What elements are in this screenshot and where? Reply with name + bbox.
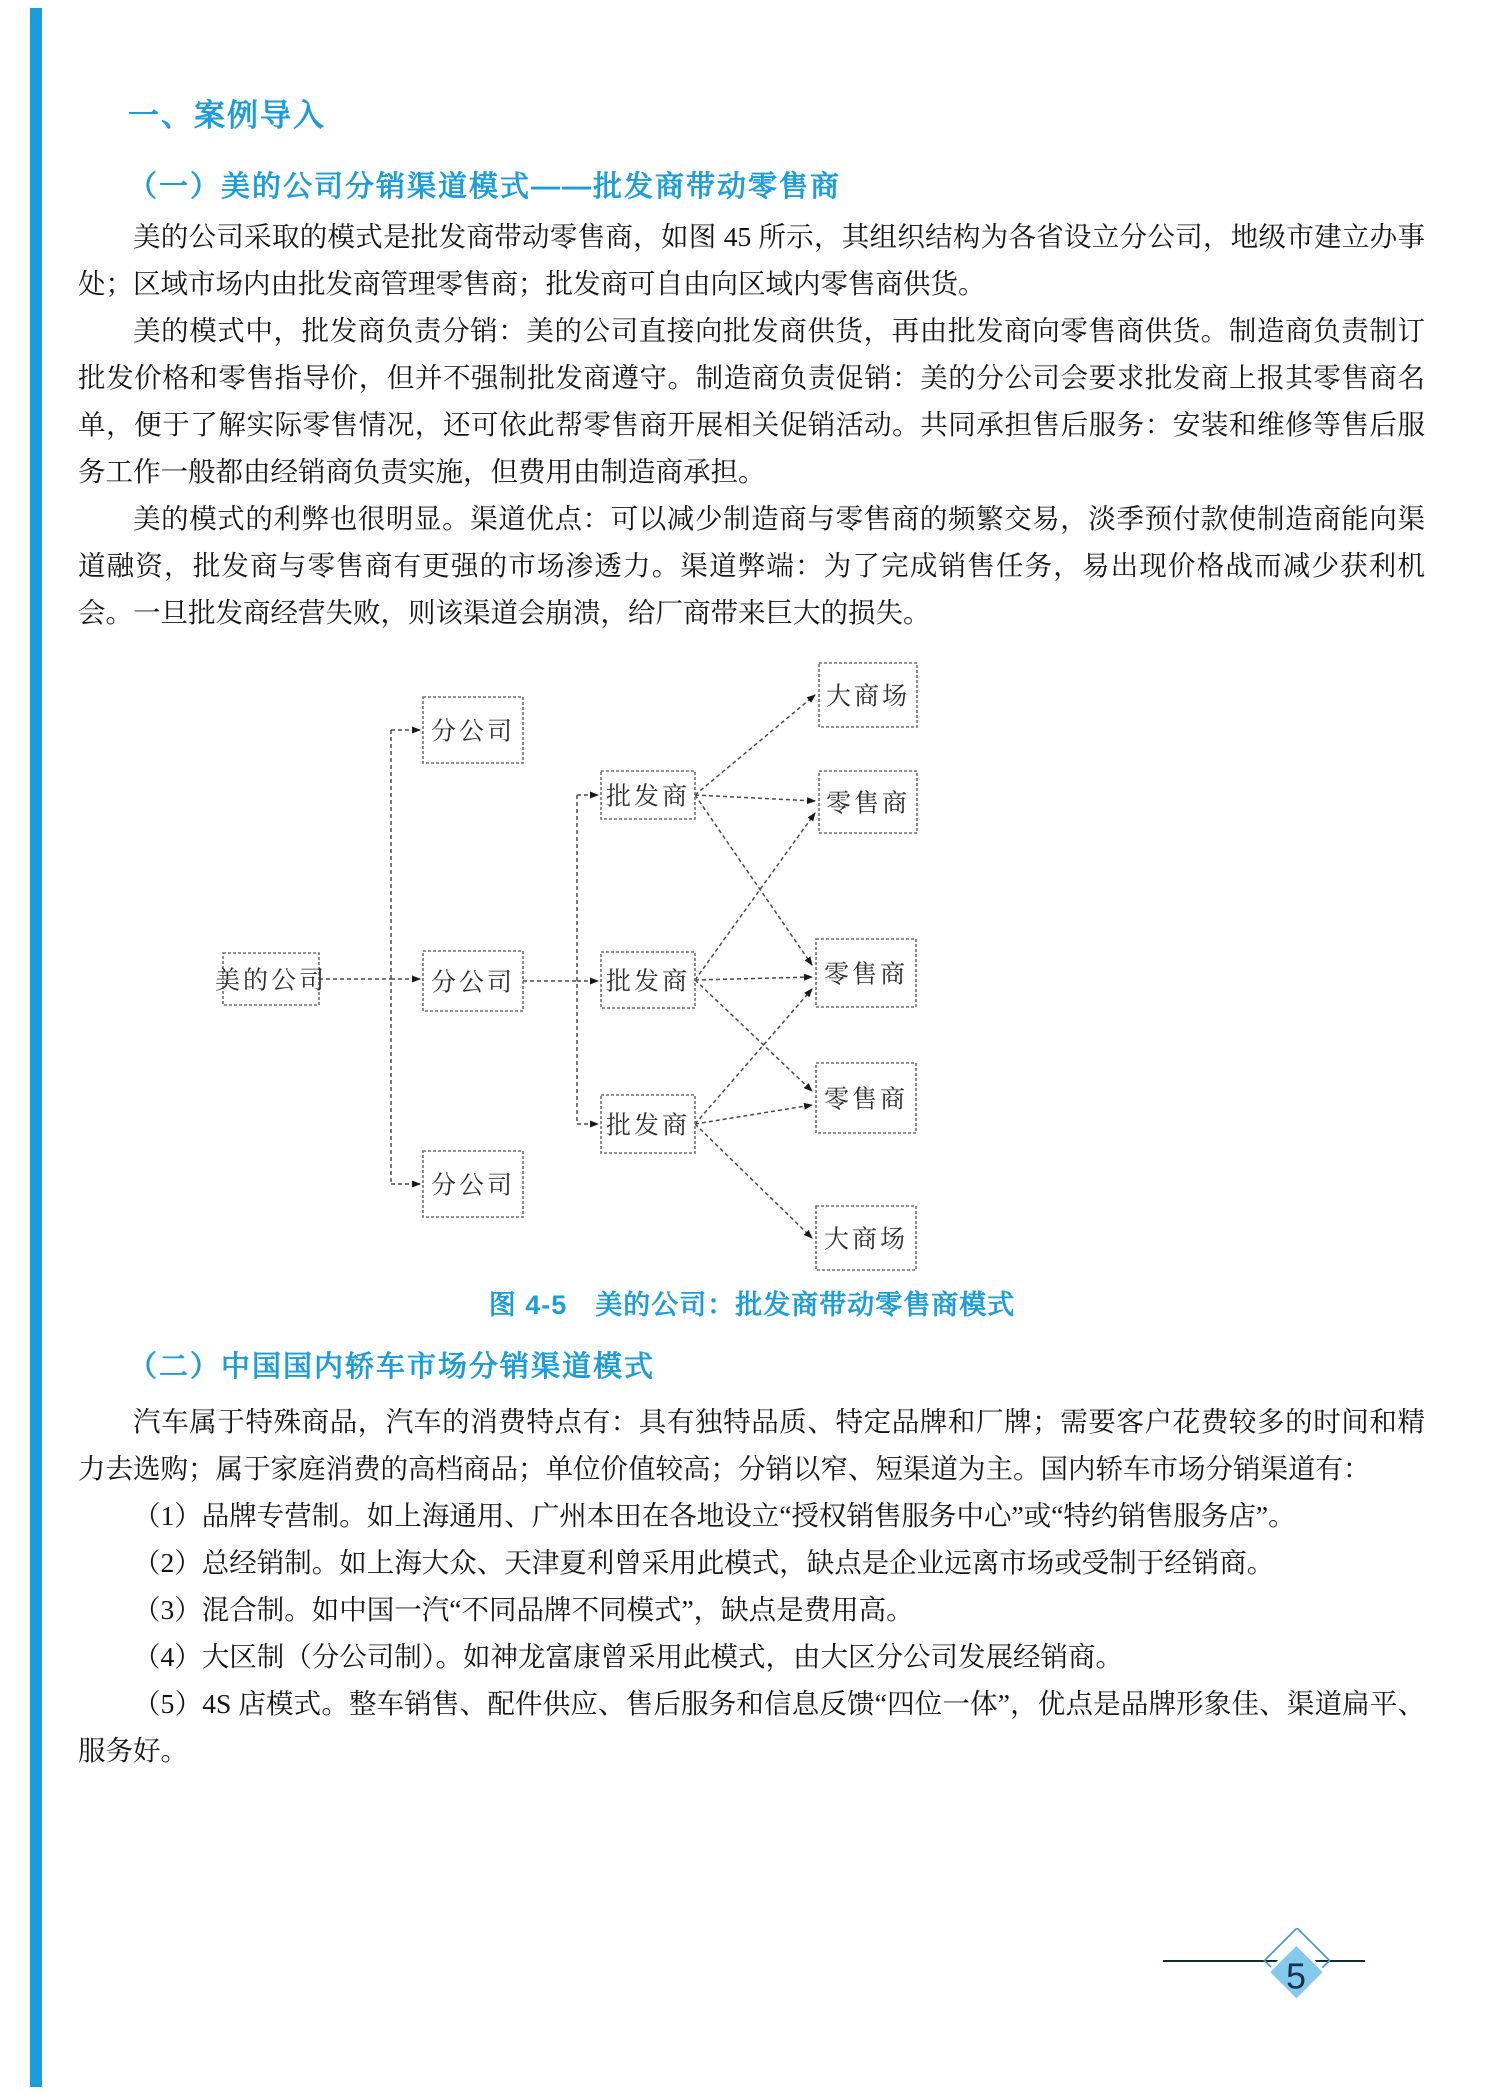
diagram-label-retailer-3: 零售商 (823, 1086, 909, 1114)
list-item-1: （1）品牌专营制。如上海通用、广州本田在各地设立“授权销售服务中心”或“特约销售服务店”。 (133, 1500, 1296, 1531)
page-number: 5 (1285, 1955, 1307, 1997)
diagram-label-mall-1: 大商场 (825, 683, 911, 711)
list-item-4: （4）大区制（分公司制）。如神龙富康曾采用此模式，由大区分公司发展经销商。 (133, 1641, 1123, 1672)
diagram-connectors (319, 695, 815, 1238)
paragraph-4: 汽车属于特殊商品，汽车的消费特点有：具有独特品质、特定品牌和厂牌；需要客户花费较多的时间和精力去选购；属于家庭消费的高档商品；单位价值较高；分销以窄、短渠道为主。国内轿车市场分销渠道有： (78, 1406, 1425, 1484)
subsection-heading-1: （一）美的公司分销渠道模式——批发商带动零售商 (128, 171, 842, 203)
diagram-label-wholesaler-2: 批发商 (605, 968, 691, 996)
diagram-label-meidi: 美的公司 (215, 967, 328, 995)
diagram-label-retailer-1: 零售商 (825, 790, 911, 818)
list-item-3: （3）混合制。如中国一汽“不同品牌不同模式”，缺点是费用高。 (133, 1594, 914, 1625)
distribution-channel-diagram (215, 655, 925, 1275)
diagram-label-branch-3: 分公司 (430, 1172, 516, 1200)
diagram-label-wholesaler-3: 批发商 (605, 1112, 691, 1140)
diagram-label-branch-1: 分公司 (430, 718, 516, 746)
list-item-2: （2）总经销制。如上海大众、天津夏利曾采用此模式，缺点是企业远离市场或受制于经销商。 (133, 1547, 1275, 1578)
paragraph-2: 美的模式中，批发商负责分销：美的公司直接向批发商供货，再由批发商向零售商供货。制造商负责制订批发价格和零售指导价，但并不强制批发商遵守。制造商负责促销：美的分公司会要求批发商上报其零售商名单，便于了解实际零售情况，还可依此帮零售商开展相关促销活动。共同承担售后服务：安装和维修等售后服务工作一般都由经销商负责实施，但费用由制造商承担。 (78, 315, 1425, 487)
subsection-heading-2: （二）中国国内轿车市场分销渠道模式 (128, 1351, 656, 1383)
diagram-svg (215, 655, 925, 1275)
list-item-5: （5）4S 店模式。整车销售、配件供应、售后服务和信息反馈“四位一体”，优点是品牌形象佳、渠道扁平、服务好。 (78, 1688, 1425, 1766)
diagram-label-branch-2: 分公司 (430, 969, 516, 997)
paragraph-3: 美的模式的利弊也很明显。渠道优点：可以减少制造商与零售商的频繁交易，淡季预付款使制造商能向渠道融资，批发商与零售商有更强的市场渗透力。渠道弊端：为了完成销售任务，易出现价格战而减少获利机会。一旦批发商经营失败，则该渠道会崩溃，给厂商带来巨大的损失。 (78, 503, 1425, 628)
section-heading: 一、案例导入 (128, 98, 326, 133)
diagram-label-mall-2: 大商场 (823, 1226, 909, 1254)
body-text-block-2 (78, 1398, 1425, 1774)
figure-caption: 图 4-5 美的公司：批发商带动零售商模式 (488, 1290, 1016, 1320)
left-accent-bar (30, 8, 42, 2087)
body-text-block-1 (78, 213, 1425, 636)
paragraph-1: 美的公司采取的模式是批发商带动零售商，如图 45 所示，其组织结构为各省设立分公司，地级市建立办事处；区域市场内由批发商管理零售商；批发商可自由向区域内零售商供货。 (78, 221, 1425, 299)
diagram-label-wholesaler-1: 批发商 (605, 783, 691, 811)
diagram-label-retailer-2: 零售商 (823, 961, 909, 989)
page-number-badge (1252, 1928, 1348, 2024)
